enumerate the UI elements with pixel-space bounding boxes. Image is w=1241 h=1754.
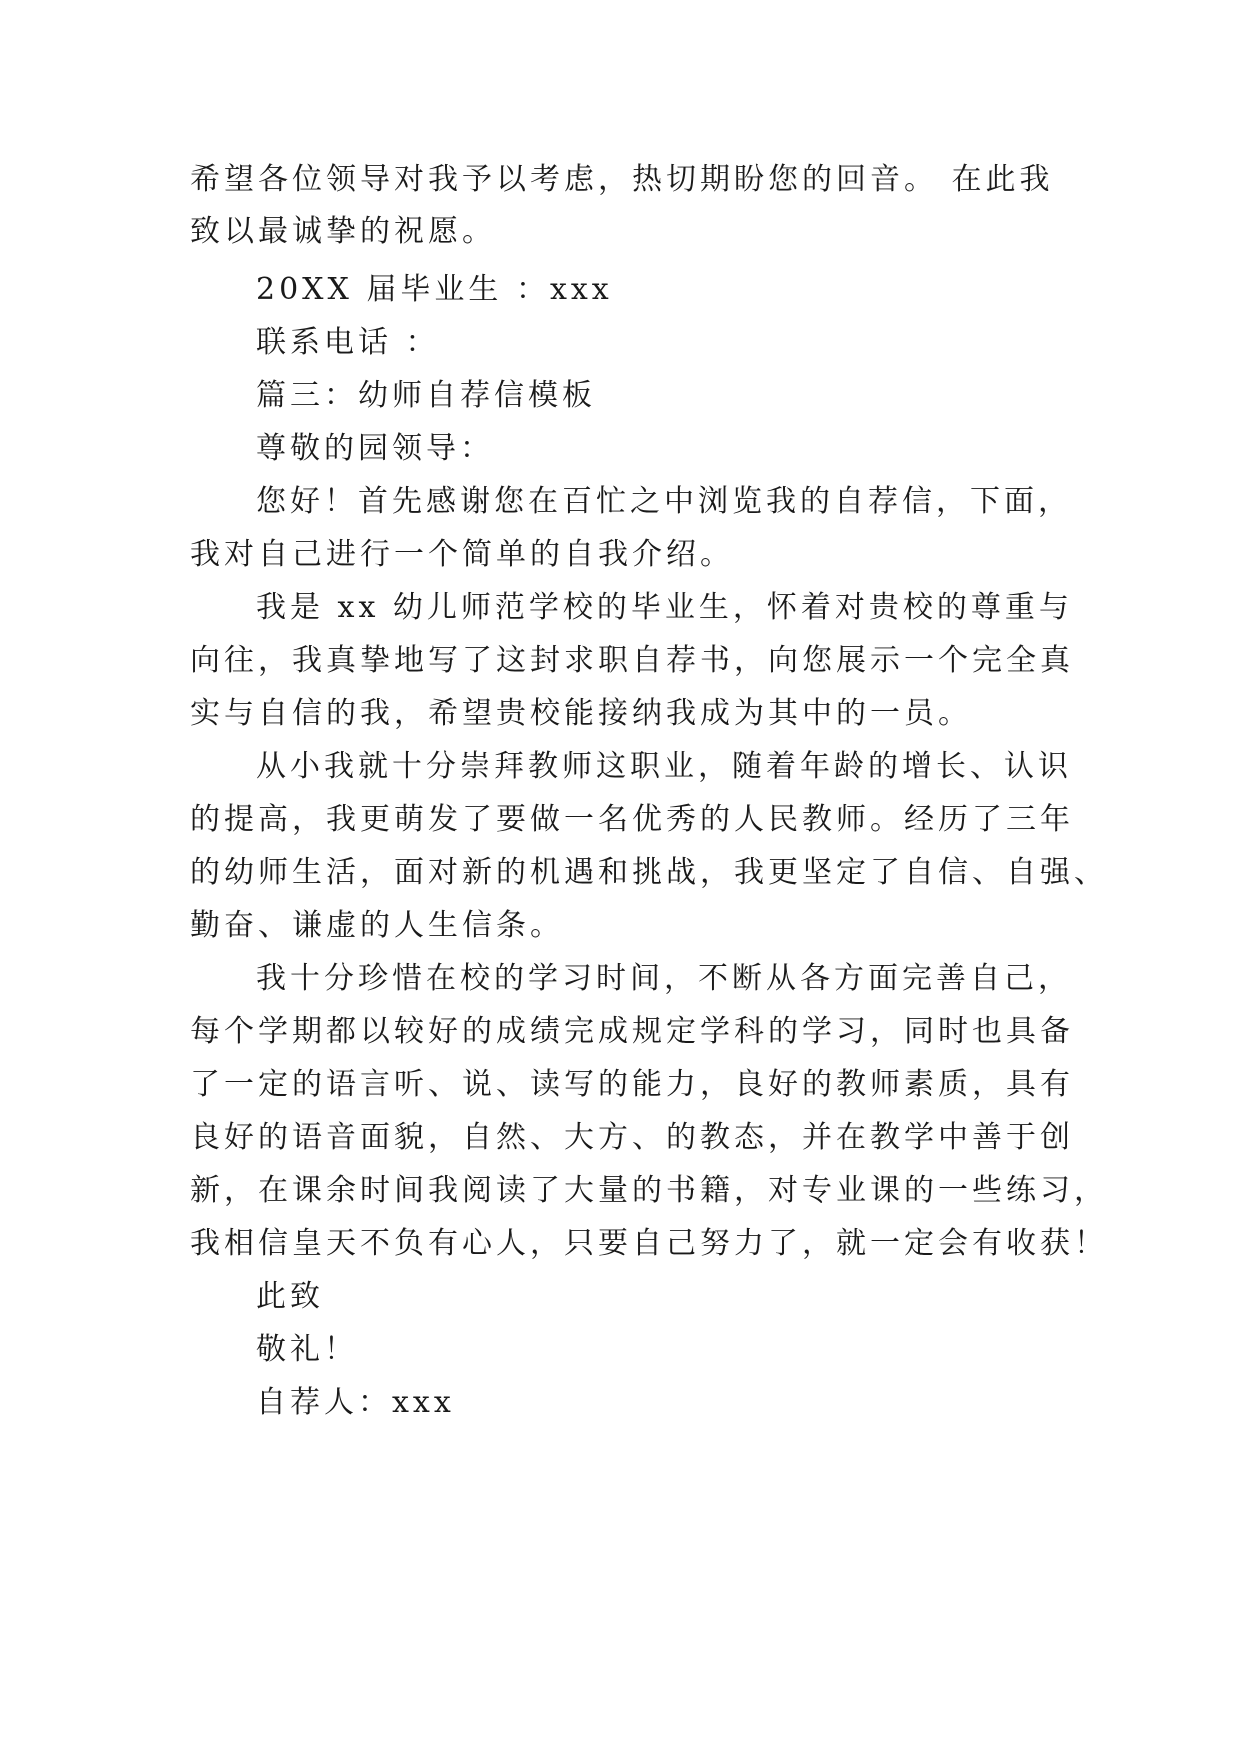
text-line-21: 我相信皇天不负有心人，只要自己努力了，就一定会有收获！	[190, 1226, 1108, 1261]
text-line-11: 实与自信的我，希望贵校能接纳我成为其中的一员。	[190, 696, 972, 731]
text-line-13: 的提高，我更萌发了要做一名优秀的人民教师。经历了三年	[190, 802, 1074, 837]
text-line-16: 我十分珍惜在校的学习时间，不断从各方面完善自己，	[256, 961, 1072, 996]
signature-line: 自荐人：xxx	[256, 1385, 455, 1420]
text-line-9: 我是 xx 幼儿师范学校的毕业生，怀着对贵校的尊重与	[256, 590, 1073, 625]
regards-line: 敬礼！	[256, 1332, 358, 1367]
salutation: 尊敬的园领导：	[256, 431, 494, 466]
text-line-7: 您好！首先感谢您在百忙之中浏览我的自荐信，下面，	[256, 484, 1072, 519]
text-line-18: 了一定的语言听、说、读写的能力，良好的教师素质，具有	[190, 1067, 1074, 1102]
text-line-8: 我对自己进行一个简单的自我介绍。	[190, 537, 734, 572]
text-line-10: 向往，我真挚地写了这封求职自荐书，向您展示一个完全真	[190, 643, 1074, 678]
section-title: 篇三：幼师自荐信模板	[256, 378, 596, 413]
closing-line: 此致	[256, 1279, 324, 1314]
text-line-20: 新，在课余时间我阅读了大量的书籍，对专业课的一些练习，	[190, 1173, 1108, 1208]
text-line-1: 希望各位领导对我予以考虑，热切期盼您的回音。 在此我	[190, 162, 1054, 197]
text-line-14: 的幼师生活，面对新的机遇和挑战，我更坚定了自信、自强、	[190, 855, 1108, 890]
graduate-line: 20XX 届毕业生 ：xxx	[256, 272, 613, 307]
text-line-2: 致以最诚挚的祝愿。	[190, 214, 496, 249]
text-line-17: 每个学期都以较好的成绩完成规定学科的学习，同时也具备	[190, 1014, 1074, 1049]
text-line-19: 良好的语音面貌，自然、大方、的教态，并在教学中善于创	[190, 1120, 1074, 1155]
text-line-12: 从小我就十分崇拜教师这职业，随着年龄的增长、认识	[256, 749, 1072, 784]
phone-line: 联系电话 ：	[256, 325, 440, 360]
text-line-15: 勤奋、谦虚的人生信条。	[190, 908, 564, 943]
